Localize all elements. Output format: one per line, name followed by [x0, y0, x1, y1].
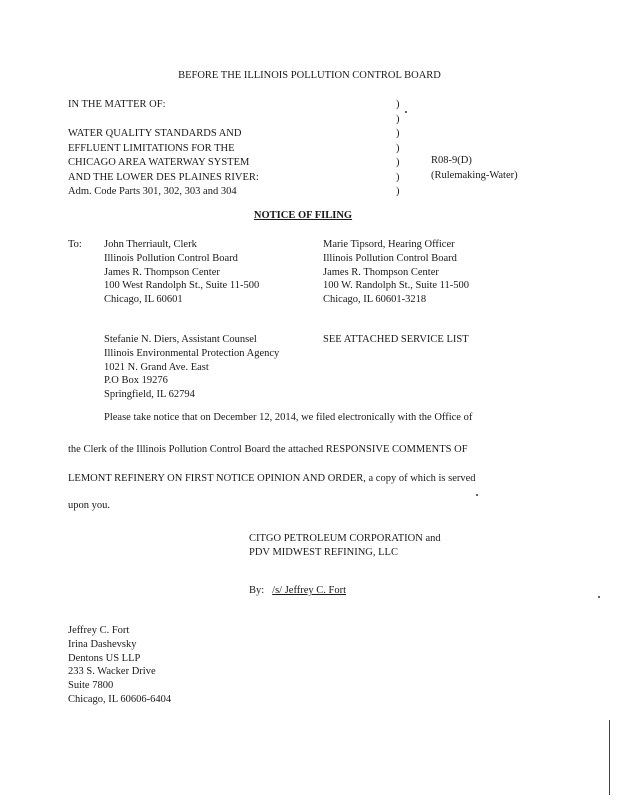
address-line: P.O Box 19276 [104, 375, 168, 387]
scan-speck [598, 596, 600, 598]
signer-block [68, 624, 171, 707]
docket-number: R08-9(D) [431, 155, 472, 166]
board-title: BEFORE THE ILLINOIS POLLUTION CONTROL BOARD [178, 70, 441, 81]
body-line-3: LEMONT REFINERY ON FIRST NOTICE OPINION AND ORDER, a copy of which is served [68, 473, 476, 484]
paren: ) [396, 142, 400, 154]
paren: ) [396, 99, 400, 110]
paren: ) [396, 171, 400, 183]
address-line: Chicago, IL 60601 [104, 294, 183, 306]
address-line: John Therriault, Clerk [104, 239, 197, 250]
body-line-1: Please take notice that on December 12, 2014, we filed electronically with the Office of [104, 412, 473, 423]
signer-line: Irina Dashevsky [68, 638, 137, 650]
paren: ) [396, 157, 400, 168]
paren: ) [396, 186, 400, 197]
address-line: James R. Thompson Center [323, 266, 439, 278]
docket-block [431, 154, 518, 183]
signature-line [249, 584, 346, 598]
caption-parentheses [396, 98, 400, 200]
body-line-4: upon you. [68, 500, 110, 511]
address-line: Illinois Environmental Protection Agency [104, 347, 280, 359]
paren: ) [396, 113, 400, 125]
address-line: Stefanie N. Diers, Assistant Counsel [104, 334, 257, 345]
caption-line: IN THE MATTER OF: [68, 99, 166, 110]
notice-title: NOTICE OF FILING [253, 210, 353, 221]
scan-speck [476, 494, 478, 496]
address-line: 100 W. Randolph St., Suite 11-500 [323, 280, 470, 292]
party-line: CITGO PETROLEUM CORPORATION and [249, 533, 441, 544]
party-name [249, 532, 441, 559]
paren: ) [396, 128, 400, 139]
signer-line: 233 S. Wacker Drive [68, 666, 156, 678]
caption-line [68, 113, 259, 128]
scan-margin-line [609, 720, 610, 795]
to-label: To: [68, 239, 82, 250]
party-line: PDV MIDWEST REFINING, LLC [249, 546, 398, 558]
signer-line: Dentons US LLP [68, 652, 141, 664]
address-line: Chicago, IL 60601-3218 [323, 294, 427, 306]
caption-line: Adm. Code Parts 301, 302, 303 and 304 [68, 186, 237, 197]
signer-line: Suite 7800 [68, 680, 114, 692]
addressee-hearing-officer [323, 238, 469, 307]
caption-line: CHICAGO AREA WATERWAY SYSTEM [68, 157, 250, 168]
address-line: 100 West Randolph St., Suite 11-500 [104, 280, 260, 292]
scan-speck [405, 111, 407, 113]
address-line: Marie Tipsord, Hearing Officer [323, 239, 455, 250]
case-caption [68, 98, 259, 200]
electronic-signature: /s/ Jeffrey C. Fort [272, 585, 347, 596]
docket-type: (Rulemaking-Water) [431, 169, 518, 181]
caption-line: AND THE LOWER DES PLAINES RIVER: [68, 171, 259, 183]
body-line-2: the Clerk of the Illinois Pollution Control Board the attached RESPONSIVE COMMENTS OF [68, 444, 468, 455]
by-label: By: [249, 585, 265, 596]
address-line: James R. Thompson Center [104, 266, 220, 278]
service-list-note: SEE ATTACHED SERVICE LIST [323, 334, 469, 345]
addressee-epa-counsel [104, 333, 279, 402]
address-line: 1021 N. Grand Ave. East [104, 361, 209, 373]
address-line: Illinois Pollution Control Board [104, 252, 238, 264]
address-line: Springfield, IL 62794 [104, 389, 195, 401]
caption-line: EFFLUENT LIMITATIONS FOR THE [68, 142, 235, 154]
signer-line: Jeffrey C. Fort [68, 625, 130, 636]
signer-line: Chicago, IL 60606-6404 [68, 693, 172, 705]
address-line: Illinois Pollution Control Board [323, 252, 457, 264]
caption-line: WATER QUALITY STANDARDS AND [68, 128, 242, 139]
addressee-clerk [104, 238, 259, 307]
